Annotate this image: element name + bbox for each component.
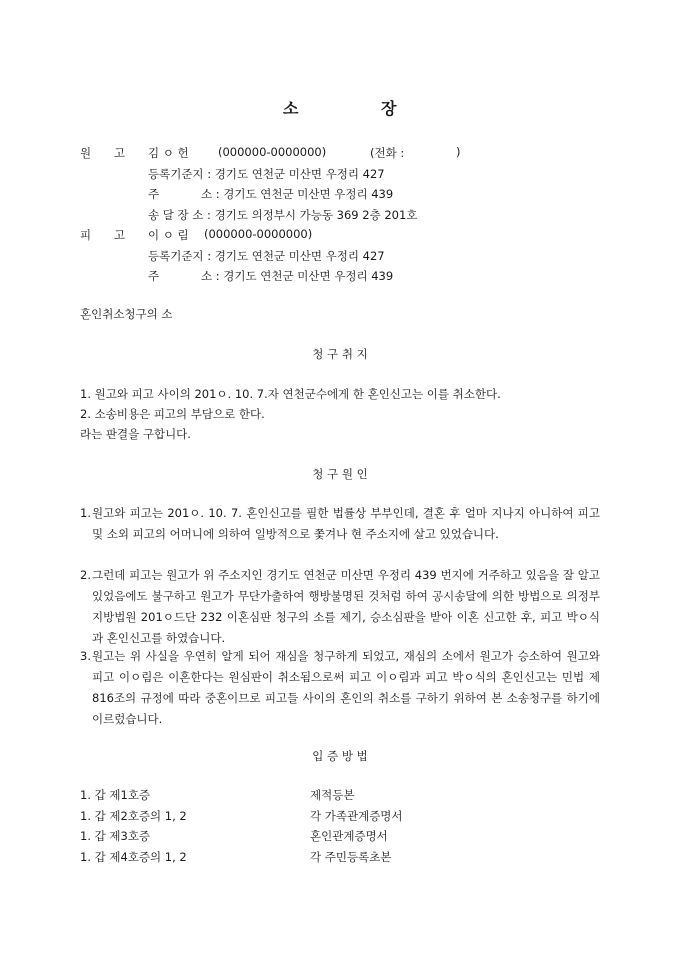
claim-cause-item-number: 3. [80, 649, 91, 663]
evidence-description: 각 주민등록초본 [310, 850, 392, 864]
evidence-code: 1. 갑 제4호증의 1, 2 [80, 850, 187, 864]
claim-cause-item-3 [80, 646, 600, 730]
claim-cause-item-number: 1. [80, 506, 91, 520]
claim-purpose-closing: 라는 판결을 구합니다. [80, 427, 191, 441]
plaintiff-role-char-1: 원 [80, 146, 92, 160]
evidence-code: 1. 갑 제1호증 [80, 788, 151, 802]
evidence-code: 1. 갑 제2호증의 1, 2 [80, 809, 187, 823]
claim-cause-item-2 [80, 565, 600, 649]
plaintiff-delivery-address: 송 달 장 소 : 경기도 의정부시 가능동 369 2층 201호 [148, 208, 418, 222]
case-name: 혼인취소청구의 소 [80, 307, 173, 321]
evidence-row [80, 787, 355, 803]
defendant-role-char-2: 고 [114, 228, 126, 242]
plaintiff-phone-close: ) [456, 145, 461, 159]
claim-cause-item-number: 2. [80, 568, 91, 582]
evidence-row [80, 828, 388, 844]
claim-purpose-item-2: 2. 소송비용은 피고의 부담으로 한다. [80, 407, 265, 421]
plaintiff-registry: 등록기준지 : 경기도 연천군 미산면 우정리 427 [148, 167, 385, 181]
plaintiff-phone-label: (전화 : [370, 146, 405, 160]
plaintiff-id: (000000-0000000) [218, 145, 327, 159]
defendant-role-char-1: 피 [80, 228, 92, 242]
claim-cause-item-text: 원고는 위 사실을 우연히 알게 되어 재심을 청구하게 되었고, 재심의 소에서 원고가 승소하여 원고와 피고 이ㅇ림은 이혼한다는 원심판이 취소됨으로써 피고 이ㅇ림과 피고 박ㅇ식의 혼인신고는 민법 제816조의 규정에 따라 중혼이므로 피고들 사이의 혼인의 취소를 구하기 위하여 본 소송청구를 하기에 이르렀습니다. [92, 649, 600, 726]
evidence-description: 혼인관계증명서 [310, 829, 388, 843]
evidence-description: 각 가족관계증명서 [310, 809, 403, 823]
evidence-description: 제적등본 [310, 788, 355, 802]
claim-purpose-item-1: 1. 원고와 피고 사이의 201ㅇ. 10. 7.자 연천군수에게 한 혼인신고는 이를 취소한다. [80, 387, 501, 401]
defendant-name: 이 ㅇ 림 [148, 228, 189, 242]
defendant-role [80, 227, 126, 243]
defendant-registry: 등록기준지 : 경기도 연천군 미산면 우정리 427 [148, 249, 385, 263]
claim-cause-item-text: 그런데 피고는 원고가 위 주소지인 경기도 연천군 미산면 우정리 439 번지에 거주하고 있음을 잘 알고 있었음에도 불구하고 원고가 무단가출하여 행방불명된 것처럼 하여 공시송달에 의한 방법으로 의정부지방법원 201ㅇ드단 232 이혼심판 청구의 소를 제기, 승소심판을 받아 이혼 신고한 후, 피고 박ㅇ식과 혼인신고를 하였습니다. [92, 568, 600, 645]
plaintiff-address-label: 주 [148, 187, 160, 201]
defendant-id: (000000-0000000) [204, 227, 313, 241]
defendant-address: 소 : 경기도 연천군 미산면 우정리 439 [201, 269, 394, 283]
plaintiff-name: 김 ㅇ 헌 [148, 146, 189, 160]
evidence-code: 1. 갑 제3호증 [80, 829, 151, 843]
evidence-row [80, 849, 392, 865]
plaintiff-role-char-2: 고 [114, 146, 126, 160]
title-char-1: 소 [283, 99, 299, 118]
claim-cause-heading: 청 구 원 인 [312, 467, 368, 481]
title-char-2: 장 [381, 99, 397, 118]
plaintiff-address: 소 : 경기도 연천군 미산면 우정리 439 [201, 187, 394, 201]
claim-cause-item-1 [80, 503, 600, 566]
claim-cause-item-text: 원고와 피고는 201ㅇ. 10. 7. 혼인신고를 필한 법률상 부부인데, 결혼 후 얼마 지나지 아니하여 피고 및 소외 피고의 어머니에 의하여 일방적으로 쫓겨나 현 주소지에 살고 있었습니다. [92, 506, 600, 541]
plaintiff-role [80, 145, 126, 161]
evidence-row [80, 808, 403, 824]
evidence-heading: 입 증 방 법 [312, 749, 368, 763]
claim-purpose-heading: 청 구 취 지 [312, 347, 368, 361]
defendant-address-label: 주 [148, 269, 160, 283]
